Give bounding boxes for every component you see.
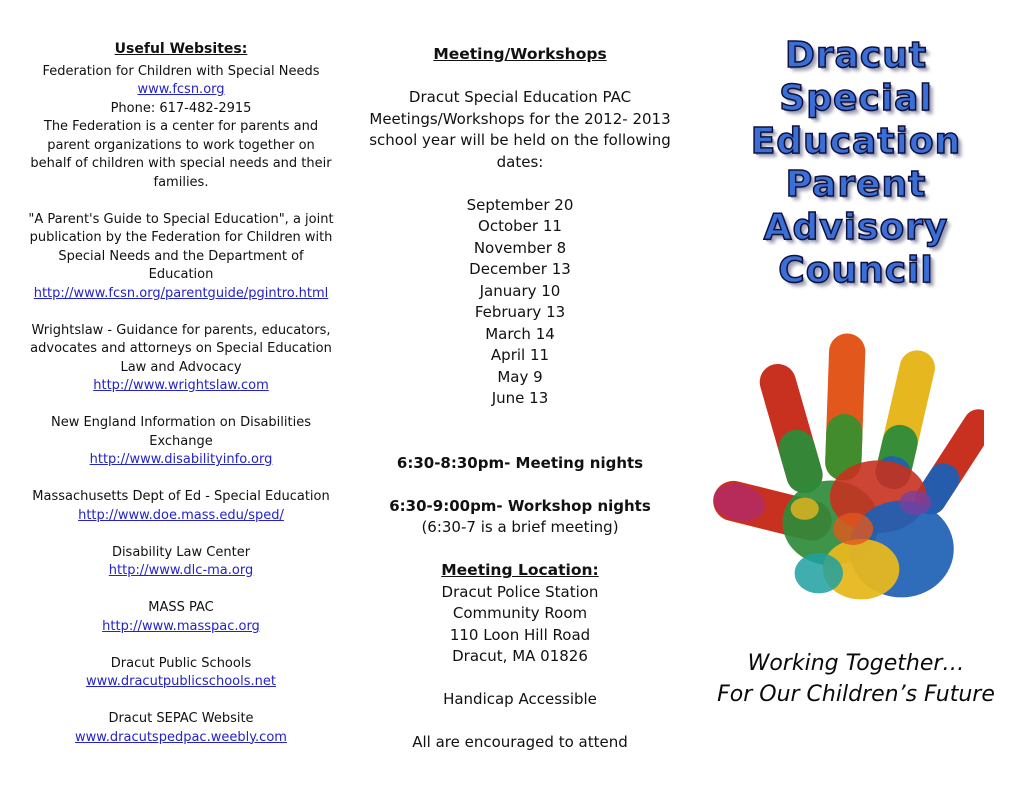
- location-line: Dracut Police Station: [441, 582, 599, 601]
- spacer: [362, 66, 678, 88]
- location-line: Dracut, MA 01826: [452, 647, 588, 665]
- info-text: "A Parent's Guide to Special Education", a joint publication by the Federation for Children with Special Needs and the Department of Education: [28, 211, 334, 282]
- spacer: [362, 410, 678, 453]
- cover-panel: [700, 34, 1012, 292]
- tagline: [690, 648, 1022, 710]
- spacer: [362, 539, 678, 561]
- title-line: Council: [778, 250, 934, 291]
- spacer: [362, 474, 678, 496]
- useful-websites-heading: Useful Websites:: [114, 41, 248, 57]
- meeting-date: November 8: [473, 238, 567, 257]
- spacer: [25, 303, 337, 322]
- spacer: [362, 668, 678, 690]
- meetings-panel: [362, 44, 678, 754]
- meeting-date: June 13: [491, 389, 549, 407]
- spacer: [25, 470, 337, 489]
- meeting-date: January 10: [479, 281, 561, 300]
- spacer: [25, 192, 337, 211]
- location-line: Community Room: [452, 604, 588, 622]
- info-text: New England Information on Disabilities Exchange: [50, 415, 312, 449]
- website-link[interactable]: http://www.doe.mass.edu/sped/: [78, 507, 284, 523]
- info-text: Dracut Public Schools: [110, 655, 252, 671]
- meeting-date: September 20: [466, 195, 574, 214]
- useful-websites-panel: [25, 40, 337, 747]
- website-link[interactable]: www.dracutpublicschools.net: [86, 674, 276, 689]
- brochure-title: [700, 34, 1012, 292]
- info-text: The Federation is a center for parents and parent organizations to work together on behalf of children with special needs and their families.: [30, 119, 332, 190]
- closing-note: All are encouraged to attend: [412, 733, 628, 751]
- spacer: [362, 173, 678, 195]
- meeting-date: April 11: [490, 346, 550, 364]
- spacer: [25, 692, 337, 711]
- info-text: Phone: 617-482-2915: [110, 100, 252, 116]
- info-text: MASS PAC: [148, 600, 214, 615]
- spacer: [25, 525, 337, 544]
- info-text: Disability Law Center: [111, 544, 251, 560]
- info-text: Dracut SEPAC Website: [108, 711, 254, 726]
- title-line: Education: [750, 121, 962, 162]
- tagline-line-2: For Our Children’s Future: [717, 682, 995, 707]
- meeting-date: March 14: [485, 324, 555, 343]
- meeting-date: May 9: [497, 367, 543, 386]
- meeting-dates-list: [362, 195, 678, 410]
- meeting-nights-time: 6:30-8:30pm- Meeting nights: [396, 453, 644, 472]
- meetings-intro: Dracut Special Education PAC Meetings/Workshops for the 2012- 2013 school year will be held on the following dates:: [369, 88, 671, 171]
- meeting-location-heading: Meeting Location:: [441, 561, 599, 579]
- meeting-date: December 13: [469, 260, 571, 278]
- spacer: [25, 581, 337, 600]
- workshop-nights-time: 6:30-9:00pm- Workshop nights: [389, 496, 651, 515]
- meeting-date: February 13: [474, 303, 566, 321]
- website-link[interactable]: http://www.dlc-ma.org: [108, 563, 254, 578]
- workshop-note: (6:30-7 is a brief meeting): [421, 518, 619, 536]
- website-link[interactable]: www.dracutspedpac.weebly.com: [75, 729, 287, 745]
- meeting-location-address: [362, 582, 678, 668]
- meetings-heading: Meeting/Workshops: [433, 45, 607, 63]
- website-link[interactable]: http://www.disabilityinfo.org: [89, 452, 273, 467]
- useful-websites-list: [25, 63, 337, 748]
- handprint-icon: [712, 330, 984, 625]
- location-line: 110 Loon Hill Road: [449, 625, 591, 644]
- website-link[interactable]: http://www.fcsn.org/parentguide/pgintro.html: [33, 285, 329, 301]
- spacer: [362, 711, 678, 733]
- spacer: [25, 636, 337, 655]
- handprint-image: [712, 330, 984, 625]
- title-line: Special: [779, 78, 933, 119]
- website-link[interactable]: http://www.masspac.org: [102, 618, 260, 634]
- spacer: [25, 396, 337, 415]
- title-line: Advisory: [763, 207, 949, 248]
- info-text: Massachusetts Dept of Ed - Special Education: [32, 489, 330, 504]
- info-text: Federation for Children with Special Needs: [42, 63, 320, 79]
- accessibility-note: Handicap Accessible: [443, 690, 597, 708]
- website-link[interactable]: www.fcsn.org: [137, 82, 225, 97]
- tagline-line-1: Working Together…: [747, 651, 965, 676]
- meeting-date: October 11: [478, 217, 562, 235]
- website-link[interactable]: http://www.wrightslaw.com: [93, 378, 269, 393]
- title-line: Parent: [785, 164, 927, 205]
- info-text: Wrightslaw - Guidance for parents, educators, advocates and attorneys on Special Education Law and Advocacy: [30, 322, 332, 375]
- title-line: Dracut: [784, 35, 928, 76]
